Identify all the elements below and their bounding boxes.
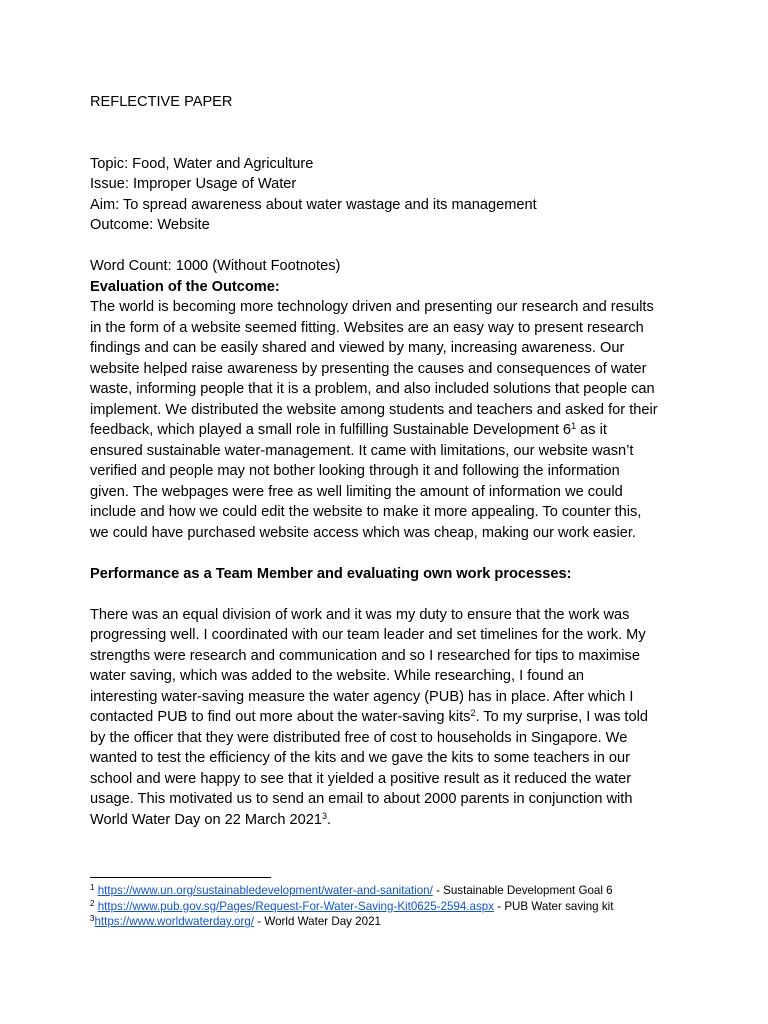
paragraph-line: wanted to test the efficiency of the kits and we gave the kits to some teachers in our bbox=[90, 750, 630, 766]
footnote-link-3[interactable]: https://www.worldwaterday.org/ bbox=[94, 915, 255, 928]
topic-line: Topic: Food, Water and Agriculture bbox=[90, 155, 314, 172]
footnote-ref-3: 3 bbox=[321, 810, 327, 821]
section-heading-performance: Performance as a Team Member and evaluating own work processes: bbox=[90, 565, 572, 582]
paragraph-line: given. The webpages were free as well limiting the amount of information we could bbox=[90, 483, 623, 500]
paragraph-line: interesting water-saving measure the water agency (PUB) has in place. After which I bbox=[90, 688, 634, 705]
issue-line: Issue: Improper Usage of Water bbox=[90, 176, 297, 192]
footnote-divider bbox=[90, 877, 271, 878]
paragraph-line: in the form of a website seemed fitting. Websites are an easy way to present research bbox=[90, 319, 644, 336]
footnote-3: $^3$https://www.worldwaterday.org/ - World Water Day 2021 bbox=[90, 914, 381, 928]
footnote-1: $^1$ https://www.un.org/sustainabledevelopment/water-and-sanitation/ - Sustainable Development Goal 6 bbox=[90, 883, 613, 897]
paragraph-line: ensured sustainable water-management. It came with limitations, our website wasn’t bbox=[90, 442, 634, 459]
section-heading-evaluation: Evaluation of the Outcome: bbox=[90, 278, 280, 295]
paragraph-line: contacted PUB to find out more about the water-saving kits$^2$. To my surprise, I was told bbox=[90, 708, 648, 725]
footnote-2: $^2$ https://www.pub.gov.sg/Pages/Request-For-Water-Saving-Kit0625-2594.aspx - PUB Water saving kit bbox=[90, 898, 614, 913]
paragraph-line: implement. We distributed the website among students and teachers and asked for their bbox=[90, 401, 658, 418]
paragraph-line: usage. This motivated us to send an email to about 2000 parents in conjunction with bbox=[90, 791, 633, 807]
paragraph-line: strengths were research and communication and so I researched for tips to maximise bbox=[90, 647, 640, 664]
document-body bbox=[90, 92, 690, 830]
paragraph-line: World Water Day on 22 March 2021$^3$. bbox=[90, 810, 332, 828]
paragraph-line: feedback, which played a small role in fulfilling Sustainable Development $6^1$ as it bbox=[90, 421, 607, 438]
paragraph-line: progressing well. I coordinated with our team leader and set timelines for the work. My bbox=[90, 627, 646, 643]
footnote-ref-1: 1 bbox=[571, 421, 577, 431]
paragraph-line: findings and can be easily shared and viewed by many, increasing awareness. Our bbox=[90, 340, 625, 356]
paragraph-line: waste, informing people that it is a problem, and also included solutions that people can bbox=[90, 381, 655, 397]
paragraph-line: include and how we could edit the website to make it more appealing. To counter this, bbox=[90, 504, 642, 520]
aim-line: Aim: To spread awareness about water wastage and its management bbox=[90, 196, 537, 213]
paragraph-line: school and were happy to see that it yielded a positive result as it reduced the water bbox=[90, 770, 632, 787]
paragraph-line: water saving, which was added to the website. While researching, I found an bbox=[90, 668, 585, 684]
paragraph-line: verified and people may not bother looking through it and following the information bbox=[90, 463, 620, 479]
footnote-link-1[interactable]: https://www.un.org/sustainabledevelopment/water-and-sanitation/ bbox=[97, 884, 433, 897]
paragraph-line: we could have purchased website access which was cheap, making our work easier. bbox=[90, 524, 636, 541]
footnotes bbox=[90, 877, 613, 930]
word-count-line: Word Count: 1000 (Without Footnotes) bbox=[90, 258, 341, 274]
paragraph-line: by the officer that they were distributed free of cost to households in Singapore. We bbox=[90, 729, 628, 746]
footnote-link-2[interactable]: https://www.pub.gov.sg/Pages/Request-For-Water-Saving-Kit0625-2594.aspx bbox=[97, 899, 495, 913]
paragraph-line: There was an equal division of work and it was my duty to ensure that the work was bbox=[90, 606, 630, 623]
paragraph-line: website helped raise awareness by presenting the causes and consequences of water bbox=[90, 360, 647, 377]
paper-title: REFLECTIVE PAPER bbox=[90, 94, 233, 110]
outcome-line: Outcome: Website bbox=[90, 217, 210, 233]
paragraph-line: The world is becoming more technology driven and presenting our research and results bbox=[90, 299, 654, 315]
footnote-ref-2: 2 bbox=[470, 708, 476, 718]
